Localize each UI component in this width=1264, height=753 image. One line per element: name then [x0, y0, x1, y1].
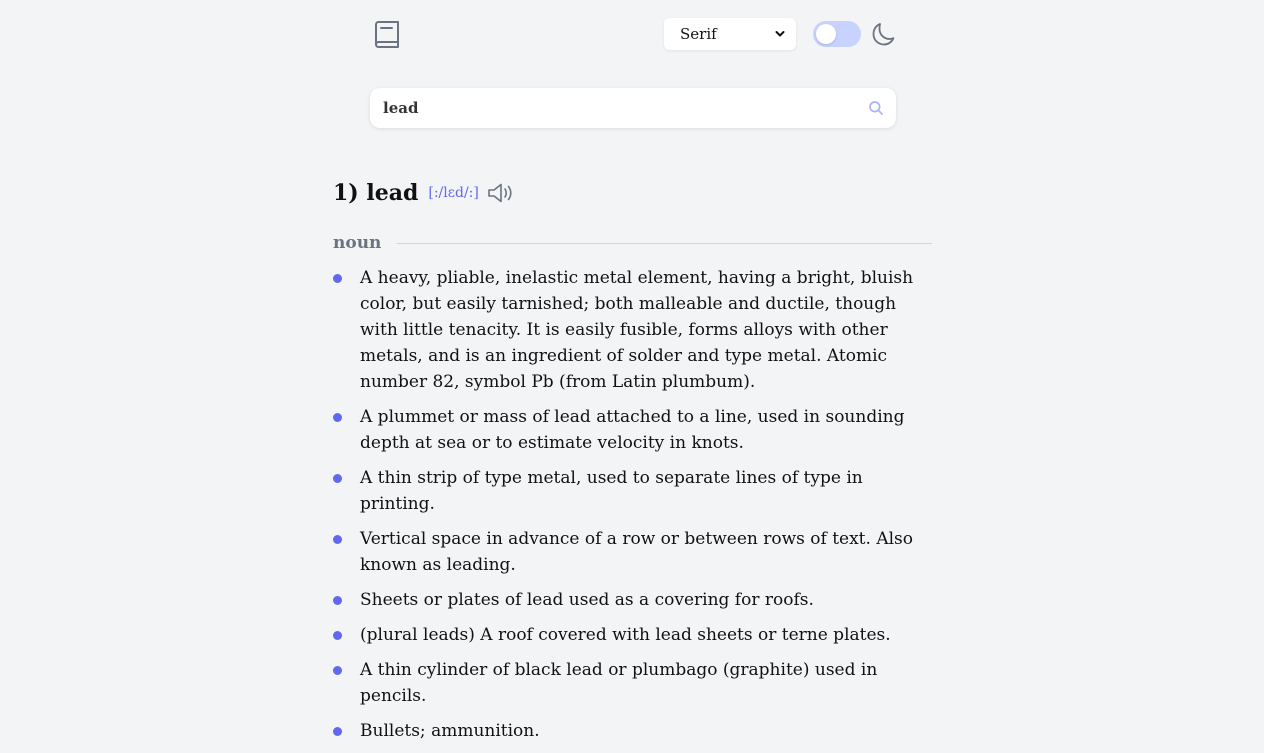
- search-icon[interactable]: [868, 100, 884, 116]
- divider: [397, 243, 932, 244]
- bullet: [333, 727, 342, 736]
- bullet: [333, 596, 342, 605]
- phonetic-text: [:/lɛd/:]: [428, 185, 479, 201]
- bullet: [333, 274, 342, 283]
- chevron-down-icon: [774, 28, 786, 40]
- bullet: [333, 413, 342, 422]
- definition-text: Sheets or plates of lead used as a covering for roofs.: [360, 590, 814, 610]
- font-select-value: Serif: [680, 25, 717, 43]
- toggle-knob: [816, 24, 836, 44]
- bullet: [333, 474, 342, 483]
- theme-toggle[interactable]: [813, 21, 861, 47]
- definition-item: [333, 587, 933, 613]
- word-title: 1) lead: [333, 180, 419, 206]
- word-header: [333, 180, 515, 206]
- definition-item: [333, 657, 933, 709]
- definition-text: Bullets; ammunition.: [360, 721, 540, 741]
- definition-text: A thin strip of type metal, used to separate lines of type in printing.: [360, 468, 863, 514]
- definition-item: [333, 265, 933, 395]
- bullet: [333, 666, 342, 675]
- search-input[interactable]: [383, 99, 868, 117]
- definition-item: [333, 718, 933, 744]
- definition-text: Vertical space in advance of a row or between rows of text. Also known as leading.: [360, 529, 913, 575]
- definition-text: (plural leads) A roof covered with lead sheets or terne plates.: [360, 625, 891, 645]
- definition-list: [333, 265, 933, 753]
- definition-item: [333, 465, 933, 517]
- bullet: [333, 535, 342, 544]
- book-icon[interactable]: [372, 20, 402, 50]
- definition-item: [333, 526, 933, 578]
- definition-text: A thin cylinder of black lead or plumbago (graphite) used in pencils.: [360, 660, 878, 706]
- definition-text: A plummet or mass of lead attached to a line, used in sounding depth at sea or to estimate velocity in knots.: [360, 407, 905, 453]
- bullet: [333, 631, 342, 640]
- definition-item: [333, 622, 933, 648]
- definition-item: [333, 404, 933, 456]
- search-box: [370, 88, 896, 128]
- definition-text: A heavy, pliable, inelastic metal element, having a bright, bluish color, but easily tarnished; both malleable and ductile, though with little tenacity. It is easily fusible, forms alloys with other metals, and is an ingredient of solder and type metal. Atomic number 82, symbol Pb (from Latin plumbum).: [360, 268, 914, 392]
- moon-icon: [870, 21, 896, 47]
- font-select[interactable]: [664, 18, 796, 50]
- part-of-speech-row: [333, 232, 932, 254]
- part-of-speech-label: noun: [333, 233, 382, 253]
- speaker-icon[interactable]: [487, 182, 515, 204]
